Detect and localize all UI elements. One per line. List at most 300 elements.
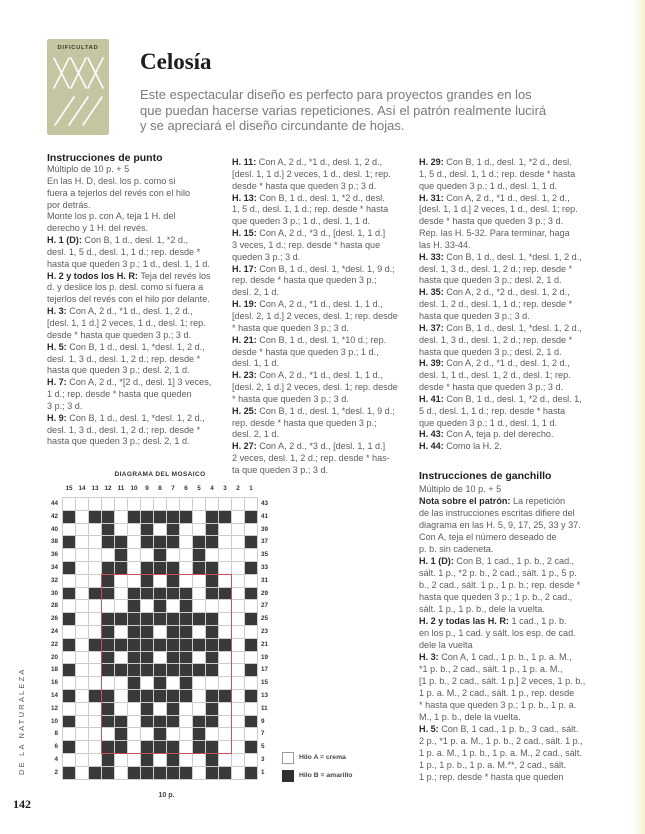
instruction-text: Con A, 2 d., *2 d., desl. 1, 2 d.,: [446, 287, 570, 298]
text-line: [419, 441, 582, 453]
instruction-text: 1, 5 d., desl. 1, 1 d.; rep. desde * hasta: [232, 204, 389, 215]
instruction-text: * hasta que queden 3 p.; 3 d.: [232, 322, 349, 333]
instruction-text: desl. 1, 1 d., desl. 1, 2 d., desl. 1; rep.: [419, 370, 571, 381]
chart-cell-yarn-b: [245, 639, 257, 651]
instruction-text: Con A, 2 d., *1 d., desl. 1, 1 d.,: [259, 370, 383, 381]
page-edge: [633, 0, 645, 834]
instruction-text: Con B, 1 cad., 1 p. b., 2 cad.,: [456, 556, 575, 566]
instruction-text: 2 veces, desl. 1, 2 d.; rep. desde * has-: [232, 453, 390, 464]
text-line: [47, 342, 211, 354]
instruction-text: Con A, 2 d., *1 d., desl. 1, 2 d.,: [69, 306, 193, 317]
chart-cell-yarn-a: [232, 524, 244, 536]
instruction-paragraph: [47, 377, 211, 413]
chart-cell-yarn-a: [232, 703, 244, 715]
text-line: [419, 252, 582, 264]
chart-cell-yarn-a: [245, 498, 257, 510]
difficulty-label: DIFICULTAD: [57, 45, 99, 51]
chart-cell-yarn-a: [232, 600, 244, 612]
chart-cell-yarn-a: [154, 498, 166, 510]
chart-cell-yarn-a: [245, 575, 257, 587]
instruction-text: hasta que queden 3 p.; desl. 2, 1 d.: [419, 275, 562, 286]
text-line: [232, 335, 398, 347]
row-number: 40: [50, 525, 58, 533]
chart-cell-yarn-a: [245, 677, 257, 689]
text-line: [232, 311, 398, 323]
instruction-paragraph: [47, 271, 211, 307]
chart-cell-yarn-a: [63, 600, 75, 612]
instruction-text: 1 p.; rep. desde * hasta que queden: [419, 772, 564, 782]
text-line: [232, 204, 398, 216]
instruction-text: [desl. 1, 1 d.] 2 veces, 1 d., desl. 1; rep.: [232, 168, 391, 179]
chart-cell-yarn-b: [206, 754, 218, 766]
instruction-text: Con A, 2 d., *3 d., [desl. 1, 1 d.]: [259, 228, 386, 239]
row-label: H. 33:: [419, 251, 444, 262]
row-number: 16: [50, 679, 58, 687]
row-number: 11: [261, 704, 268, 712]
chart-cell-yarn-a: [76, 690, 88, 702]
diagram-column-numbers: [63, 485, 258, 492]
instruction-text: por detrás.: [47, 199, 91, 210]
chart-cell-yarn-a: [89, 562, 101, 574]
row-number: 6: [54, 743, 58, 751]
chart-cell-yarn-a: [76, 703, 88, 715]
chart-cell-yarn-a: [76, 664, 88, 676]
instruction-paragraph: [47, 164, 211, 176]
column-number: 6: [184, 485, 188, 492]
chart-cell-yarn-b: [154, 511, 166, 523]
chart-cell-yarn-a: [115, 754, 127, 766]
chart-cell-yarn-b: [89, 690, 101, 702]
chart-cell-yarn-b: [63, 536, 75, 548]
legend-label: Hilo B = amarillo: [299, 772, 353, 779]
instruction-text: Múltiplo de 10 p. + 5: [47, 164, 130, 174]
chart-cell-yarn-a: [180, 498, 192, 510]
chart-cell-yarn-b: [193, 549, 205, 561]
column-number: 13: [91, 485, 99, 492]
chart-cell-yarn-a: [167, 498, 179, 510]
chart-cell-yarn-a: [232, 511, 244, 523]
text-line: [419, 663, 585, 675]
chart-cell-yarn-a: [245, 600, 257, 612]
chart-cell-yarn-a: [128, 754, 140, 766]
chart-cell-yarn-a: [167, 549, 179, 561]
instruction-text: Con A, 2 d., *1 d., desl. 1, 2 d.,: [446, 192, 570, 203]
instruction-text: Con A, 1 cad., 1 p. b., 1 p. a. M.,: [441, 652, 572, 662]
column-number: 2: [236, 485, 240, 492]
text-line: [232, 370, 398, 382]
row-number: 42: [50, 512, 58, 520]
chart-cell-yarn-a: [89, 716, 101, 728]
chart-cell-yarn-a: [245, 728, 257, 740]
chart-cell-yarn-a: [232, 575, 244, 587]
text-line: [47, 425, 211, 437]
chart-cell-yarn-b: [89, 588, 101, 600]
row-number: 4: [54, 755, 58, 763]
chart-cell-yarn-b: [89, 767, 101, 779]
instruction-paragraph: [47, 176, 211, 212]
row-number: 8: [54, 730, 58, 738]
chart-cell-yarn-b: [154, 562, 166, 574]
chart-cell-yarn-b: [63, 716, 75, 728]
instruction-text: tejerlos del revés con el hilo por delante.: [47, 294, 210, 305]
instruction-text: 1 p. a. M., 1 p. b., 1 p. a. M., 2 cad., sált.: [419, 748, 582, 758]
instruction-text: Con A, teja p. del derecho.: [446, 429, 554, 440]
instruction-text: desl. 2, 1 d.: [232, 429, 280, 440]
chart-cell-yarn-a: [76, 754, 88, 766]
chart-cell-yarn-a: [219, 498, 231, 510]
chart-cell-yarn-a: [232, 716, 244, 728]
row-number: 43: [261, 500, 269, 507]
chart-cell-yarn-a: [245, 524, 257, 536]
repeat-width-label: 10 p.: [158, 792, 175, 799]
intro-line: y se apreciará el diseño circundante de hojas.: [140, 118, 405, 134]
text-line: [419, 275, 582, 287]
chart-cell-yarn-a: [89, 703, 101, 715]
instruction-text: Con B, 1 d., desl. 1, *desl. 1, 2 d.,: [446, 322, 582, 333]
instruction-text: hasta que queden 3 p.; desl. 2, 1 d.: [47, 436, 190, 447]
chart-cell-yarn-b: [154, 536, 166, 548]
text-line: [47, 389, 211, 401]
instruction-text: 2 p., *1 p. a. M., 1 p. b., 2 cad., sált. 1 p.,: [419, 736, 583, 746]
instruction-text: Con B, 1 d., desl. 1, *2 d., desl.: [446, 157, 572, 167]
instruction-text: [desl. 1, 1 d.] 2 veces, 1 d., desl. 1; rep.: [419, 204, 578, 215]
chart-cell-yarn-a: [89, 677, 101, 689]
chart-cell-yarn-b: [154, 549, 166, 561]
text-line: [419, 370, 582, 382]
chart-cell-yarn-a: [193, 511, 205, 523]
chart-cell-yarn-b: [63, 588, 75, 600]
text-line: [47, 200, 211, 212]
chart-cell-yarn-b: [89, 511, 101, 523]
text-line: [232, 216, 398, 228]
text-line: [419, 531, 585, 543]
chart-cell-yarn-a: [232, 588, 244, 600]
instruction-text: desl. 1, 1 d.: [232, 358, 280, 369]
chart-cell-yarn-b: [167, 524, 179, 536]
instruction-text: Con B, 1 d., desl. 1, *desl. 1, 9 d.;: [259, 263, 395, 274]
instruction-paragraph: [419, 228, 582, 252]
pattern-title: Celosía: [140, 49, 212, 74]
text-line: [47, 164, 211, 176]
row-label: H. 17:: [232, 263, 257, 274]
text-line: [419, 519, 585, 531]
intro-line: que puedan hacerse varias repeticiones. Así el patrón realmente lucirá: [140, 102, 547, 118]
instruction-text: 3 p.; 3 d.: [47, 400, 83, 411]
instruction-text: 5 d., desl. 1, 1 d.; rep. desde * hasta: [419, 405, 566, 416]
chart-cell-yarn-a: [232, 562, 244, 574]
text-line: [419, 495, 585, 507]
instruction-text: [desl. 2, 1 d.] 2 veces, desl. 1; rep. desde: [232, 382, 398, 393]
black-swatch-icon: [282, 770, 294, 782]
chart-cell-yarn-a: [232, 728, 244, 740]
chart-cell-yarn-a: [219, 549, 231, 561]
instruction-paragraph: [419, 157, 582, 193]
chart-cell-yarn-b: [154, 767, 166, 779]
text-line: [419, 358, 582, 370]
row-label: H. 15:: [232, 228, 257, 239]
chart-cell-yarn-b: [141, 511, 153, 523]
instruction-text: *1 p. b., 2 cad., sált. 1 p., 1 p. a. M.,: [419, 664, 563, 674]
chart-cell-yarn-a: [115, 511, 127, 523]
chart-cell-yarn-b: [193, 536, 205, 548]
instruction-text: Con B, 1 d., desl. 1, *10 d.; rep.: [259, 334, 387, 345]
legend-label: Hilo A = crema: [299, 754, 346, 761]
text-line: [47, 294, 211, 306]
instruction-text: ta que queden 3 p.; 3 d.: [232, 464, 329, 475]
instruction-text: 1, 5 d., desl. 1, 1 d.; rep. desde * hasta: [419, 168, 576, 179]
text-line: [47, 282, 211, 294]
knitting-column-3: [419, 157, 582, 453]
text-line: [419, 567, 585, 579]
chart-cell-yarn-b: [245, 767, 257, 779]
row-number: 19: [261, 653, 269, 661]
row-label: H. 7:: [47, 377, 67, 388]
chart-cell-yarn-a: [180, 536, 192, 548]
instruction-paragraph: [47, 235, 211, 271]
row-number: 24: [50, 627, 58, 635]
chart-cell-yarn-a: [76, 511, 88, 523]
row-number: 26: [50, 615, 58, 623]
text-line: [419, 406, 582, 418]
instruction-paragraph: [232, 335, 398, 371]
chart-cell-yarn-a: [115, 524, 127, 536]
text-line: [232, 441, 398, 453]
row-number: 29: [261, 589, 269, 597]
instruction-text: desl. 1, 3 d., desl. 1, 2 d.; rep. desde *: [419, 334, 573, 345]
instruction-text: Con B, 1 d., desl. 1, *desl. 1, 2 d.,: [446, 251, 582, 262]
text-line: [419, 394, 582, 406]
chart-cell-yarn-a: [128, 498, 140, 510]
text-line: [419, 687, 585, 699]
text-line: [47, 401, 211, 413]
instruction-paragraph: [47, 306, 211, 342]
chart-cell-yarn-b: [89, 639, 101, 651]
text-line: [419, 675, 585, 687]
text-line: [419, 771, 585, 783]
instruction-paragraph: [419, 723, 585, 783]
chart-cell-yarn-a: [245, 626, 257, 638]
chart-cell-yarn-a: [76, 728, 88, 740]
text-line: [419, 228, 582, 240]
chart-cell-yarn-b: [141, 536, 153, 548]
chart-cell-yarn-a: [63, 677, 75, 689]
chart-cell-yarn-b: [245, 741, 257, 753]
row-number: 33: [261, 563, 269, 571]
text-line: [232, 358, 398, 370]
instruction-text: diagrama en las H. 5, 9, 17, 25, 33 y 37.: [419, 520, 581, 530]
chart-cell-yarn-b: [128, 511, 140, 523]
text-line: [232, 287, 398, 299]
text-line: [47, 223, 211, 235]
text-line: [419, 507, 585, 519]
instruction-paragraph: [232, 157, 398, 193]
text-line: [419, 543, 585, 555]
instruction-text: que queden 3 p.; 1 d., desl. 1, 1 d.: [419, 417, 558, 428]
chart-cell-yarn-a: [89, 664, 101, 676]
chart-cell-yarn-b: [102, 767, 114, 779]
column-number: 3: [223, 485, 227, 492]
chart-cell-yarn-a: [76, 613, 88, 625]
chart-cell-yarn-a: [76, 652, 88, 664]
chart-cell-yarn-a: [232, 626, 244, 638]
chart-cell-yarn-b: [102, 536, 114, 548]
instruction-paragraph: [419, 193, 582, 229]
chart-cell-yarn-a: [232, 767, 244, 779]
crochet-section: [419, 470, 585, 783]
chart-cell-yarn-b: [245, 588, 257, 600]
text-line: [232, 157, 398, 169]
row-label: H. 13:: [232, 192, 257, 203]
text-line: [419, 735, 585, 747]
chart-cell-yarn-a: [232, 754, 244, 766]
row-label: H. 1 (D):: [47, 235, 82, 246]
instruction-paragraph: [419, 495, 585, 555]
chart-cell-yarn-a: [89, 652, 101, 664]
row-label: H. 44:: [419, 441, 444, 452]
chart-cell-yarn-a: [154, 754, 166, 766]
instruction-text: En las H. D, desl. los p. como si: [47, 175, 176, 186]
instruction-text: rep. desde * hasta que queden 3 p.;: [232, 275, 377, 286]
row-number: 28: [50, 602, 58, 610]
row-number: 20: [50, 653, 58, 661]
instruction-text: desl. 2, 1 d.: [232, 287, 280, 298]
chart-cell-yarn-a: [76, 767, 88, 779]
instruction-paragraph: [419, 287, 582, 323]
chart-cell-yarn-b: [102, 511, 114, 523]
row-number: 44: [50, 500, 58, 507]
text-line: [419, 759, 585, 771]
row-label: Nota sobre el patrón:: [419, 496, 511, 506]
chart-cell-yarn-b: [245, 690, 257, 702]
chart-cell-yarn-b: [167, 511, 179, 523]
chart-cell-yarn-b: [245, 664, 257, 676]
row-number: 18: [50, 666, 58, 674]
text-line: [232, 347, 398, 359]
knitting-instructions-3: [419, 157, 582, 453]
chart-cell-yarn-a: [76, 639, 88, 651]
instruction-text: fuera a tejerlos del revés con el hilo: [47, 187, 191, 198]
instruction-text: Con A, 2 d., *3 d., [desl. 1, 1 d.]: [259, 441, 386, 452]
chart-cell-yarn-a: [76, 575, 88, 587]
text-line: [419, 204, 582, 216]
chart-cell-yarn-b: [63, 639, 75, 651]
instruction-text: hasta que queden 3 p.; 1 d., desl. 1, 1 d.: [47, 258, 210, 269]
chart-cell-yarn-a: [89, 754, 101, 766]
chart-cell-yarn-a: [63, 728, 75, 740]
chart-cell-yarn-b: [206, 562, 218, 574]
chart-cell-yarn-a: [89, 613, 101, 625]
row-label: H. 39:: [419, 358, 444, 369]
text-line: [232, 429, 398, 441]
column-number: 7: [171, 485, 175, 492]
column-number: 10: [130, 485, 138, 492]
row-number: 13: [261, 691, 269, 699]
chart-cell-yarn-b: [206, 511, 218, 523]
instruction-text: [desl. 2, 1 d.] 2 veces, desl. 1; rep. desde: [232, 310, 398, 321]
text-line: [232, 299, 398, 311]
column-number: 5: [197, 485, 201, 492]
chart-cell-yarn-a: [89, 728, 101, 740]
text-line: [419, 382, 582, 394]
text-line: [232, 193, 398, 205]
text-line: [47, 247, 211, 259]
row-label: H. 3:: [47, 306, 67, 317]
row-label: H. 25:: [232, 405, 257, 416]
difficulty-badge: [47, 39, 109, 135]
instruction-paragraph: [232, 370, 398, 406]
chart-cell-yarn-a: [206, 498, 218, 510]
text-line: [419, 287, 582, 299]
chart-cell-yarn-a: [89, 536, 101, 548]
chart-cell-yarn-b: [193, 562, 205, 574]
instruction-text: Con A, 2 d., *1 d., desl. 1, 2 d.,: [258, 157, 383, 167]
chart-cell-yarn-a: [232, 664, 244, 676]
chart-cell-yarn-a: [232, 613, 244, 625]
chart-cell-yarn-a: [154, 524, 166, 536]
chart-cell-yarn-b: [180, 511, 192, 523]
chart-cell-yarn-a: [245, 549, 257, 561]
row-number: 39: [261, 525, 269, 533]
chart-cell-yarn-a: [89, 575, 101, 587]
instruction-text: 1 cad., 1 p. b.: [511, 616, 567, 626]
instruction-paragraph: [47, 211, 211, 235]
instruction-paragraph: [47, 413, 211, 449]
text-line: [232, 418, 398, 430]
instruction-text: d. y deslice los p. desl. como si fuera a: [47, 282, 204, 293]
chart-cell-yarn-b: [167, 562, 179, 574]
chart-cell-yarn-a: [193, 754, 205, 766]
text-line: [419, 651, 585, 663]
chart-cell-yarn-a: [232, 652, 244, 664]
instruction-text: sált. 1 p., *2 p. b., 2 cad., sált. 1 p., 5 p.: [419, 568, 577, 578]
row-number: 3: [261, 755, 265, 763]
instruction-paragraph: [419, 323, 582, 359]
text-line: [419, 591, 585, 603]
text-line: [419, 311, 582, 323]
row-number: 36: [50, 551, 58, 559]
chart-cell-yarn-b: [219, 767, 231, 779]
text-line: [419, 240, 582, 252]
chart-cell-yarn-a: [232, 536, 244, 548]
chart-cell-yarn-a: [115, 767, 127, 779]
instruction-text: dele la vuelta: [419, 640, 473, 650]
chart-cell-yarn-a: [232, 549, 244, 561]
text-line: [419, 711, 585, 723]
chart-cell-yarn-b: [63, 741, 75, 753]
chart-cell-yarn-a: [180, 562, 192, 574]
instruction-paragraph: [232, 193, 398, 229]
chart-cell-yarn-b: [102, 524, 114, 536]
diagram-title: DIAGRAMA DEL MOSAICO: [114, 471, 206, 478]
chart-cell-yarn-b: [245, 562, 257, 574]
instruction-text: de las instrucciones escritas difiere del: [419, 508, 575, 518]
instruction-text: Con A, 2 d., *1 d., desl. 1, 1 d.,: [259, 299, 383, 310]
text-line: [419, 193, 582, 205]
instruction-text: derecho y 1 H. del revés.: [47, 223, 149, 234]
knitting-instructions-2: [232, 157, 398, 477]
pattern-intro: [140, 87, 546, 134]
chart-cell-yarn-a: [245, 703, 257, 715]
column-number: 8: [158, 485, 162, 492]
instruction-paragraph: [419, 252, 582, 288]
row-label: H. 11:: [232, 157, 257, 167]
knitting-instructions-1: [47, 164, 211, 448]
instruction-text: p. b. sin cadeneta.: [419, 544, 494, 554]
chart-cell-yarn-b: [63, 767, 75, 779]
instruction-text: 1 p. a. M., 2 cad., sált. 1 p., rep. desde: [419, 688, 575, 698]
chart-cell-yarn-a: [76, 562, 88, 574]
instruction-text: Con A, 2 d., *1 d., desl. 1, 2 d.,: [446, 358, 570, 369]
